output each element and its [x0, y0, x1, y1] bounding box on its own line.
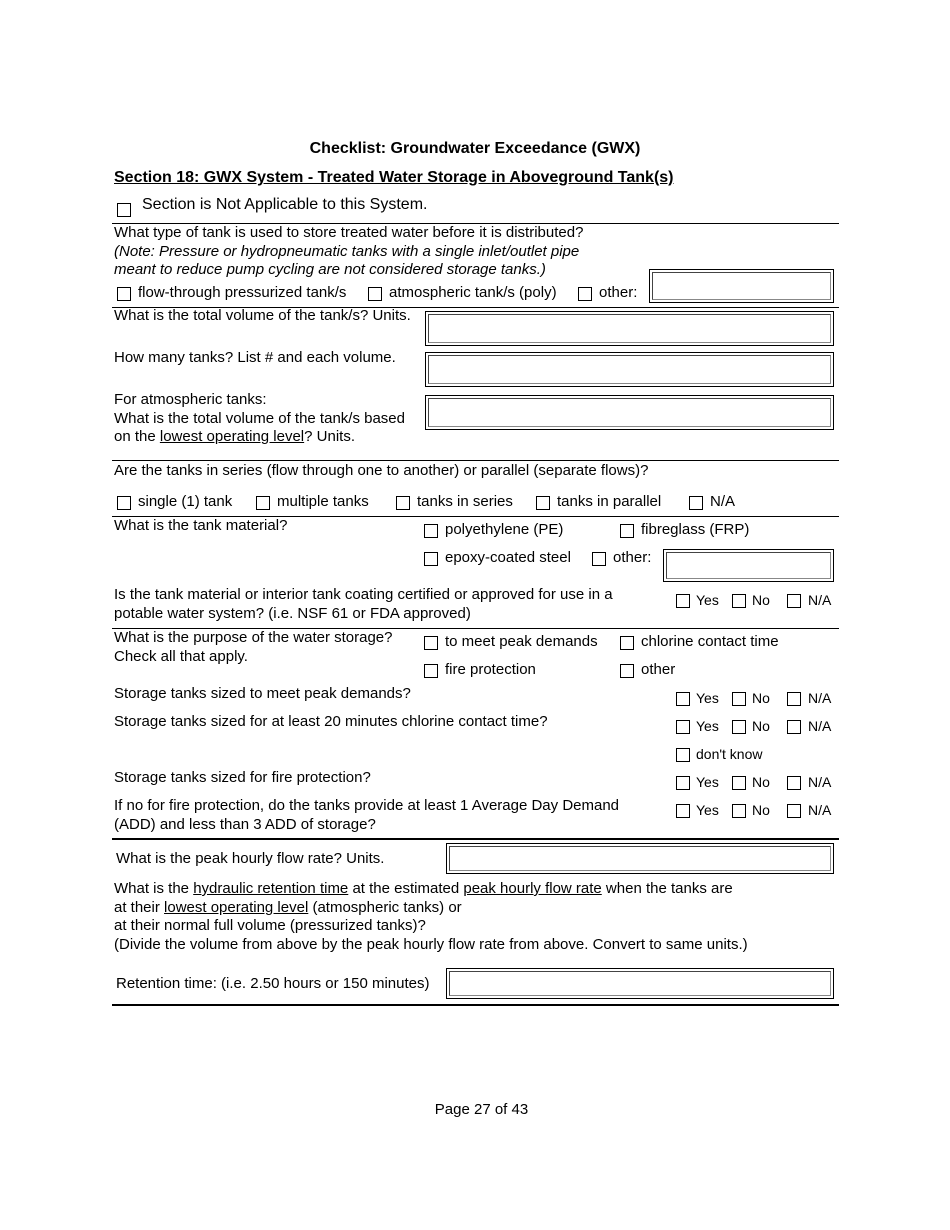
single-tank-checkbox[interactable] [117, 496, 131, 510]
chlorine-sized-yes-checkbox[interactable] [676, 720, 690, 734]
add-question-1: If no for fire protection, do the tanks provide at least 1 Average Day Demand [114, 797, 620, 814]
tank-type-note-2: meant to reduce pump cycling are not considered storage tanks.) [114, 261, 546, 278]
chlorine-sized-no-checkbox[interactable] [732, 720, 746, 734]
add-question-2: (ADD) and less than 3 ADD of storage? [114, 816, 376, 833]
divider [112, 838, 839, 840]
peak-sized-yes-checkbox[interactable] [676, 692, 690, 706]
atm-volume-label-3: on the lowest operating level? Units. [114, 428, 355, 445]
certified-yes-label: Yes [696, 592, 719, 608]
add-no-checkbox[interactable] [732, 804, 746, 818]
material-question: What is the tank material? [114, 517, 288, 534]
multiple-tanks-label: multiple tanks [277, 493, 369, 510]
hrt-question-2: at their lowest operating level (atmospheric tanks) or [114, 899, 462, 916]
chlorine-sized-question: Storage tanks sized for at least 20 minutes chlorine contact time? [114, 713, 548, 730]
retention-time-label: Retention time: (i.e. 2.50 hours or 150 minutes) [116, 975, 430, 992]
tanks-series-label: tanks in series [417, 493, 513, 510]
atm-volume-label-1: For atmospheric tanks: [114, 391, 267, 408]
chlorine-dont-know-checkbox[interactable] [676, 748, 690, 762]
chlorine-contact-checkbox[interactable] [620, 636, 634, 650]
retention-time-input[interactable] [446, 968, 834, 999]
chlorine-dont-know-label: don't know [696, 746, 763, 762]
purpose-question-1: What is the purpose of the water storage? [114, 629, 393, 646]
fire-sized-na-label: N/A [808, 774, 832, 790]
divider [112, 1004, 839, 1006]
material-other-checkbox[interactable] [592, 552, 606, 566]
atm-volume-label-2: What is the total volume of the tank/s based [114, 410, 405, 427]
tank-other-label: other: [599, 284, 638, 301]
epoxy-label: epoxy-coated steel [445, 549, 571, 566]
material-other-label: other: [613, 549, 652, 566]
chlorine-contact-label: chlorine contact time [641, 633, 779, 650]
hrt-question-3: at their normal full volume (pressurized tanks)? [114, 917, 426, 934]
add-yes-checkbox[interactable] [676, 804, 690, 818]
certified-question-1: Is the tank material or interior tank coating certified or approved for use in a [114, 586, 613, 603]
tanks-series-checkbox[interactable] [396, 496, 410, 510]
fire-sized-no-checkbox[interactable] [732, 776, 746, 790]
pe-label: polyethylene (PE) [445, 521, 564, 538]
peak-sized-yes-label: Yes [696, 690, 719, 706]
purpose-other-checkbox[interactable] [620, 664, 634, 678]
hrt-question-1: What is the hydraulic retention time at the estimated peak hourly flow rate when the tanks are [114, 880, 733, 897]
peak-sized-no-checkbox[interactable] [732, 692, 746, 706]
purpose-question-2: Check all that apply. [114, 648, 248, 665]
how-many-tanks-label: How many tanks? List # and each volume. [114, 349, 396, 366]
peak-hourly-input[interactable] [446, 843, 834, 874]
flow-through-checkbox[interactable] [117, 287, 131, 301]
add-na-checkbox[interactable] [787, 804, 801, 818]
purpose-other-label: other [641, 661, 676, 678]
certified-no-label: No [752, 592, 770, 608]
add-yes-label: Yes [696, 802, 719, 818]
tank-type-question: What type of tank is used to store treated water before it is distributed? [114, 224, 584, 241]
certified-no-checkbox[interactable] [732, 594, 746, 608]
atm-volume-input[interactable] [425, 395, 834, 430]
chlorine-sized-na-checkbox[interactable] [787, 720, 801, 734]
single-tank-label: single (1) tank [138, 493, 233, 510]
certified-question-2: potable water system? (i.e. NSF 61 or FDA approved) [114, 605, 471, 622]
page-number: Page 27 of 43 [434, 1101, 529, 1118]
series-na-label: N/A [710, 493, 736, 510]
total-volume-label: What is the total volume of the tank/s? Units. [114, 307, 411, 324]
fire-sized-yes-label: Yes [696, 774, 719, 790]
tank-other-checkbox[interactable] [578, 287, 592, 301]
frp-checkbox[interactable] [620, 524, 634, 538]
certified-yes-checkbox[interactable] [676, 594, 690, 608]
page-title: Checklist: Groundwater Exceedance (GWX) [309, 140, 641, 157]
peak-sized-no-label: No [752, 690, 770, 706]
series-question: Are the tanks in series (flow through one to another) or parallel (separate flows)? [114, 462, 649, 479]
how-many-tanks-input[interactable] [425, 352, 834, 387]
flow-through-label: flow-through pressurized tank/s [138, 284, 347, 301]
tanks-parallel-checkbox[interactable] [536, 496, 550, 510]
frp-label: fibreglass (FRP) [641, 521, 750, 538]
atmospheric-checkbox[interactable] [368, 287, 382, 301]
fire-sized-na-checkbox[interactable] [787, 776, 801, 790]
divider [112, 460, 839, 461]
tank-other-input[interactable] [649, 269, 834, 303]
certified-na-checkbox[interactable] [787, 594, 801, 608]
peak-demands-label: to meet peak demands [445, 633, 598, 650]
not-applicable-label: Section is Not Applicable to this System. [142, 196, 428, 213]
material-other-input[interactable] [663, 549, 834, 582]
fire-sized-yes-checkbox[interactable] [676, 776, 690, 790]
peak-hourly-label: What is the peak hourly flow rate? Units. [116, 850, 385, 867]
add-no-label: No [752, 802, 770, 818]
tank-type-note-1: (Note: Pressure or hydropneumatic tanks with a single inlet/outlet pipe [114, 243, 580, 260]
certified-na-label: N/A [808, 592, 832, 608]
hrt-question-4: (Divide the volume from above by the peak hourly flow rate from above. Convert to same units.) [114, 936, 748, 953]
fire-sized-question: Storage tanks sized for fire protection? [114, 769, 371, 786]
chlorine-sized-na-label: N/A [808, 718, 832, 734]
peak-sized-na-checkbox[interactable] [787, 692, 801, 706]
tanks-parallel-label: tanks in parallel [557, 493, 662, 510]
total-volume-input[interactable] [425, 311, 834, 346]
chlorine-sized-no-label: No [752, 718, 770, 734]
fire-protection-checkbox[interactable] [424, 664, 438, 678]
fire-protection-label: fire protection [445, 661, 536, 678]
add-na-label: N/A [808, 802, 832, 818]
series-na-checkbox[interactable] [689, 496, 703, 510]
peak-sized-question: Storage tanks sized to meet peak demands? [114, 685, 411, 702]
multiple-tanks-checkbox[interactable] [256, 496, 270, 510]
chlorine-sized-yes-label: Yes [696, 718, 719, 734]
peak-demands-checkbox[interactable] [424, 636, 438, 650]
fire-sized-no-label: No [752, 774, 770, 790]
pe-checkbox[interactable] [424, 524, 438, 538]
not-applicable-checkbox[interactable] [117, 203, 131, 217]
section-heading: Section 18: GWX System - Treated Water Storage in Aboveground Tank(s) [114, 169, 674, 186]
epoxy-checkbox[interactable] [424, 552, 438, 566]
peak-sized-na-label: N/A [808, 690, 832, 706]
atmospheric-label: atmospheric tank/s (poly) [389, 284, 557, 301]
